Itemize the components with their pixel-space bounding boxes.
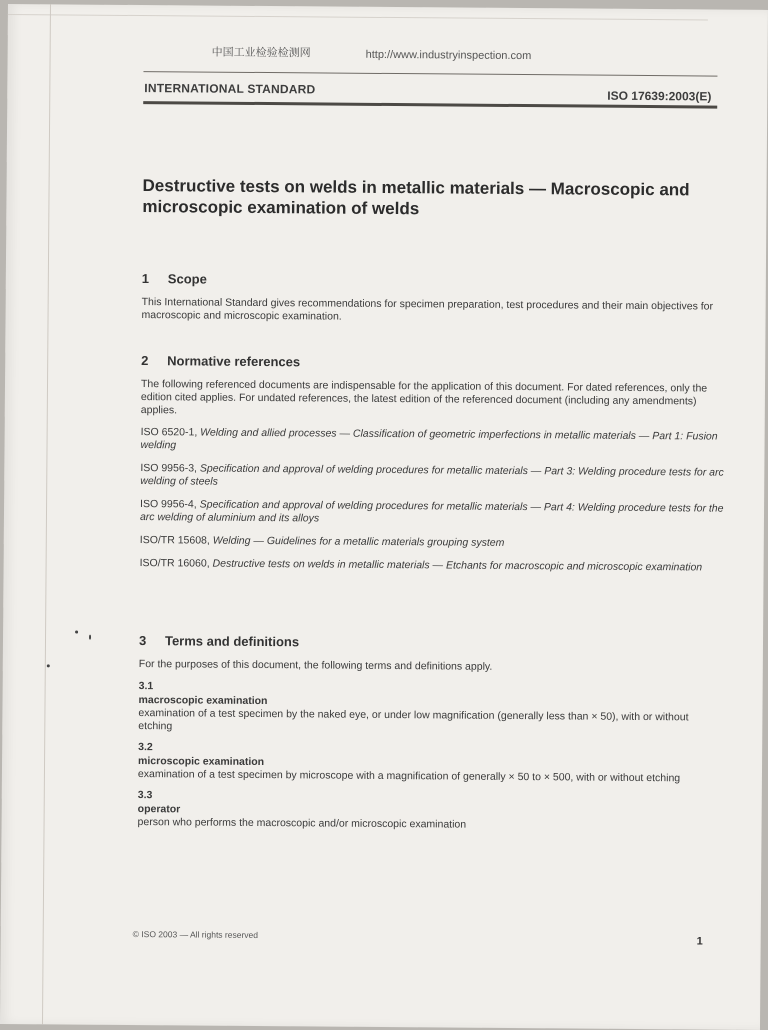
reference-code: ISO/TR 16060, bbox=[139, 557, 210, 570]
section-terms-definitions bbox=[137, 633, 723, 842]
scan-speck bbox=[75, 631, 78, 634]
term-number: 3.2 bbox=[138, 741, 153, 754]
term-entry bbox=[138, 789, 722, 834]
section-title: Scope bbox=[167, 271, 207, 287]
binding-gutter bbox=[42, 4, 51, 1024]
section-heading bbox=[142, 271, 726, 291]
site-url: http://www.industryinspection.com bbox=[365, 48, 532, 63]
standard-number: ISO 17639:2003(E) bbox=[607, 88, 712, 104]
section-scope bbox=[141, 271, 725, 336]
section-heading bbox=[139, 633, 723, 653]
section-number: 2 bbox=[141, 353, 149, 369]
reference-code: ISO/TR 15608, bbox=[139, 534, 210, 547]
reference-title: Welding — Guidelines for a metallic materials grouping system bbox=[212, 534, 505, 549]
section-normative-references bbox=[139, 353, 725, 585]
section-title: Normative references bbox=[167, 353, 301, 370]
reference-title: Specification and approval of welding procedures for metallic materials — Part 4: Welding procedure tests for the arc welding of aluminium and its alloys bbox=[139, 498, 724, 525]
standard-label: INTERNATIONAL STANDARD bbox=[144, 81, 316, 97]
normative-intro: The following referenced documents are indispensable for the application of this document. For dated references, only the edition cited applies. For undated references, the latest edition of the referenced document (including any amendments) applies. bbox=[140, 378, 708, 417]
reference-item bbox=[140, 534, 724, 552]
term-definition: examination of a test specimen by microscope with a magnification of generally × 50 to × 500, with or without etching bbox=[137, 768, 681, 785]
reference-item bbox=[140, 426, 724, 457]
reference-item bbox=[140, 557, 724, 575]
section-heading bbox=[141, 353, 725, 373]
header-rule-top bbox=[143, 71, 717, 77]
terms-intro: For the purposes of this document, the following terms and definitions apply. bbox=[138, 658, 493, 673]
document-title: Destructive tests on welds in metallic materials — Macroscopic and microscopic examination of welds bbox=[142, 176, 690, 219]
reference-code: ISO 9956-3, bbox=[140, 462, 198, 475]
scan-speck bbox=[47, 664, 50, 667]
section-number: 1 bbox=[141, 271, 150, 287]
term-definition: person who performs the macroscopic and/or microscopic examination bbox=[137, 816, 467, 831]
reference-code: ISO 9956-4, bbox=[140, 498, 197, 511]
term-number: 3.1 bbox=[138, 680, 154, 693]
section-title: Terms and definitions bbox=[164, 633, 300, 650]
term-name: operator bbox=[137, 803, 181, 816]
reference-title: Welding and allied processes — Classification of geometric imperfections in metallic materials — Part 1: Fusion welding bbox=[140, 426, 718, 452]
scope-text: This International Standard gives recommendations for specimen preparation, test procedures and their main objectives for macroscopic and microscopic examination. bbox=[141, 296, 714, 323]
reference-code: ISO 6520-1, bbox=[140, 426, 198, 439]
document-page bbox=[0, 4, 768, 1030]
reference-item bbox=[140, 462, 724, 493]
page-number: 1 bbox=[696, 935, 703, 948]
reference-item bbox=[140, 498, 724, 529]
term-name: microscopic examination bbox=[138, 755, 265, 769]
site-name: 中国工业检验检测网 bbox=[211, 46, 311, 60]
term-entry bbox=[138, 680, 722, 738]
scan-speck bbox=[89, 635, 91, 640]
copyright-notice: © ISO 2003 — All rights reserved bbox=[132, 929, 259, 940]
section-number: 3 bbox=[138, 633, 147, 649]
term-definition: examination of a test specimen by the naked eye, or under low magnification (generally less than × 50), with or without etching bbox=[138, 707, 689, 733]
reference-title: Destructive tests on welds in metallic materials — Etchants for macroscopic and microscopic examination bbox=[212, 557, 703, 574]
term-entry bbox=[138, 741, 722, 786]
term-number: 3.3 bbox=[137, 789, 153, 802]
page-edge-line bbox=[8, 14, 708, 20]
term-name: macroscopic examination bbox=[138, 694, 268, 708]
reference-title: Specification and approval of welding procedures for metallic materials — Part 3: Welding procedure tests for arc welding of steels bbox=[140, 462, 724, 488]
